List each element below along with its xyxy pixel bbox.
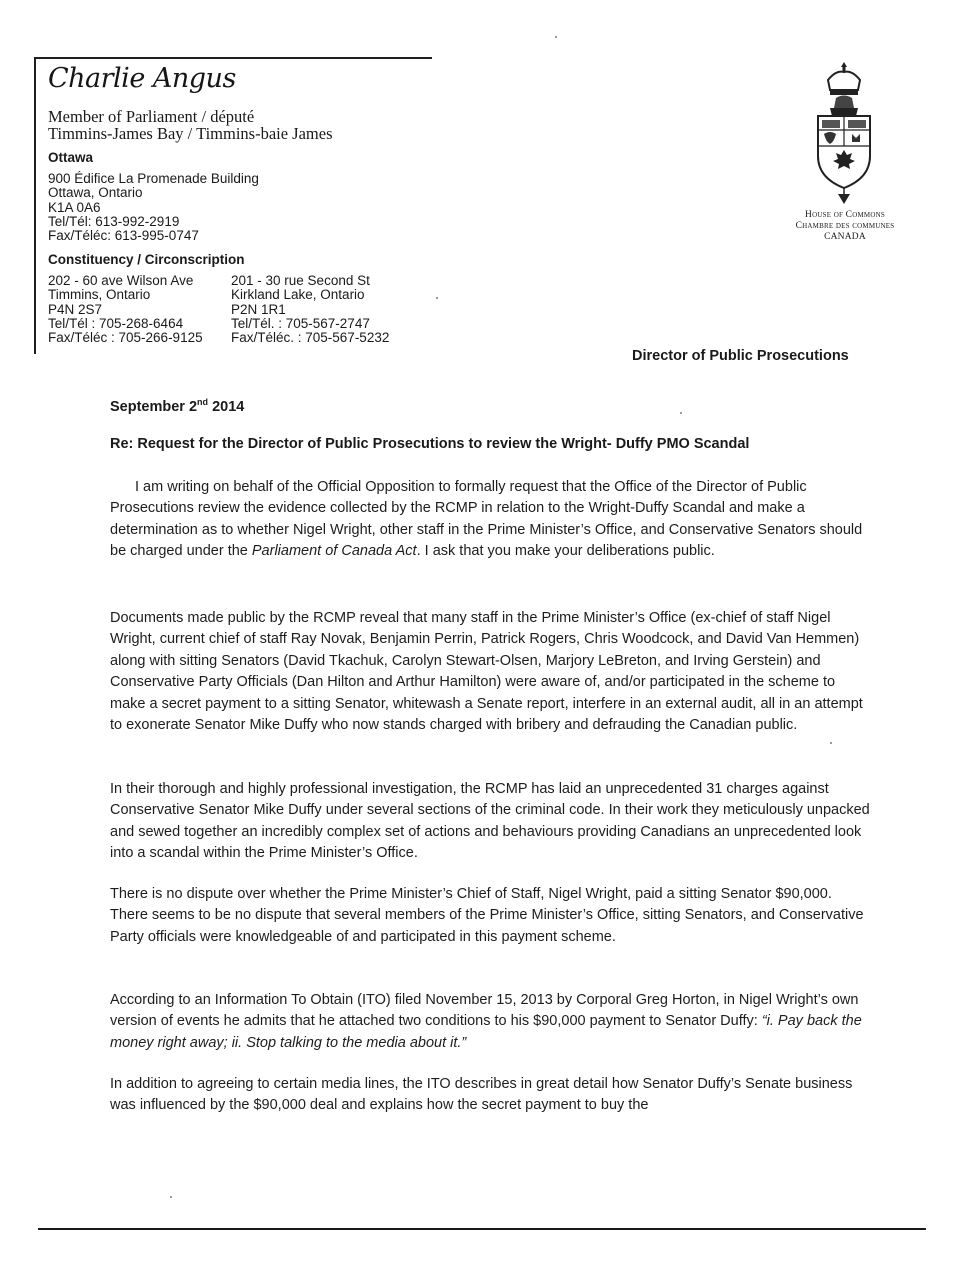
paragraph-request: [110, 477, 870, 563]
scan-speck: [170, 1196, 172, 1198]
paragraph-payment: There is no dispute over whether the Prime Minister’s Chief of Staff, Nigel Wright, paid a sitting Senator $90,000. There seems to be no dispute that several members of the Prime Minister’s Office, sitting Senators, and Conservative Party officials were knowledgeable of and participated in this payment scheme.: [110, 886, 864, 945]
act-title: Parliament of Canada Act: [251, 543, 417, 560]
address-line: P4N 2S7: [48, 301, 103, 317]
address-line: 900 Édifice La Promenade Building: [48, 171, 259, 186]
address-line: Ottawa, Ontario: [48, 185, 143, 201]
letter-date: [110, 397, 244, 415]
paragraph-text: . I ask that you make your deliberations public.: [416, 543, 715, 560]
mp-title: Member of Parliament / député: [48, 107, 255, 126]
footer-rule: [38, 1228, 926, 1230]
institution-line-country: CANADA: [824, 232, 866, 242]
coat-of-arms-icon: [806, 58, 882, 208]
riding-name: Timmins-James Bay / Timmins-baie James: [48, 124, 333, 143]
address-line: 201 - 30 rue Second St: [231, 273, 370, 288]
letterhead-side-rule: [34, 58, 36, 354]
timmins-office-address: [48, 274, 203, 345]
signature: Charlie Angus: [48, 63, 236, 94]
address-line: Kirkland Lake, Ontario: [231, 287, 365, 303]
paragraph-text: I am writing on behalf of the Official Opposition to formally request that the Office of the Director of Public Prosecutions review the evidence collected by the RCMP in relation to the Wright-Duffy Scandal and make a determination as to whether Nigel Wright, other staff in the Prime Minister’s Office, and Conservative Senators should be charged under the: [110, 479, 863, 560]
paragraph-ito: [110, 990, 870, 1054]
ottawa-heading: Ottawa: [48, 150, 94, 165]
paragraph-documents: Documents made public by the RCMP reveal that many staff in the Prime Minister’s Office (ex-chief of staff Nigel Wright, current chief of staff Ray Novak, Benjamin Perrin, Patrick Rogers, Chris Woodcock, and David Van Hemmen) along with sitting Senators (David Tkachuk, Carolyn Stewart-Olsen, Marjory LeBreton, and Irving Gerstein) and Conservative Party Officials (Dan Hilton and Arthur Hamilton) were aware of, and/or participated in the scheme to make a secret payment to a sitting Senator, whitewash a Senate report, interfere in an external audit, all in an attempt to exonerate Senator Mike Duffy who now stands charged with bribery and defrauding the Canadian public.: [110, 610, 863, 734]
address-line: Fax/Téléc : 705-266-9125: [48, 330, 203, 346]
address-line: Tel/Tél : 705-268-6464: [48, 315, 184, 331]
scan-speck: [555, 36, 557, 38]
address-line: Tel/Tél. : 705-567-2747: [231, 315, 370, 331]
address-line: Timmins, Ontario: [48, 287, 151, 303]
scan-speck: [830, 742, 832, 744]
address-line: P2N 1R1: [231, 301, 286, 317]
scan-speck: [680, 412, 682, 414]
scan-speck: [436, 297, 438, 299]
ottawa-address: [48, 172, 259, 243]
address-line: Fax/Téléc. : 705-567-5232: [231, 330, 390, 346]
date-ordinal: nd: [197, 397, 209, 407]
constituency-heading: Constituency / Circonscription: [48, 252, 245, 267]
institution-name: [770, 210, 920, 243]
subject-line: Re: Request for the Director of Public Prosecutions to review the Wright- Duffy PMO Scandal: [110, 436, 750, 452]
address-line: Tel/Tél: 613-992-2919: [48, 213, 180, 229]
institution-line-en: House of Commons: [805, 210, 885, 220]
paragraph-media-lines: In addition to agreeing to certain media lines, the ITO describes in great detail how Senator Duffy’s Senate business was influenced by the $90,000 deal and explains how the secret payment to buy the: [110, 1076, 853, 1114]
quote-text: “i. Pay back the money right away; ii. Stop talking to the media about it.”: [110, 1013, 862, 1051]
letterhead-top-rule: [34, 57, 432, 59]
date-year: 2014: [208, 398, 245, 415]
institution-line-fr: Chambre des communes: [795, 221, 895, 231]
paragraph-investigation: In their thorough and highly professional investigation, the RCMP has laid an unprecedented 31 charges against Conservative Senator Mike Duffy under several sections of the criminal code. In their work they meticulously unpacked and sewed together an incredibly complex set of actions and behaviours providing Canadians an unprecedented look into a scandal within the Prime Minister’s Office.: [110, 781, 870, 862]
recipient: Director of Public Prosecutions: [632, 348, 849, 364]
address-line: 202 - 60 ave Wilson Ave: [48, 273, 194, 288]
date-month-day: September 2: [110, 398, 198, 415]
address-line: K1A 0A6: [48, 199, 101, 215]
paragraph-text: According to an Information To Obtain (ITO) filed November 15, 2013 by Corporal Greg Horton, in Nigel Wright’s own version of events he admits that he attached two conditions to his $90,000 payment to Senator Duffy:: [110, 992, 859, 1030]
kirkland-lake-office-address: [231, 274, 389, 345]
address-line: Fax/Téléc: 613-995-0747: [48, 228, 199, 244]
